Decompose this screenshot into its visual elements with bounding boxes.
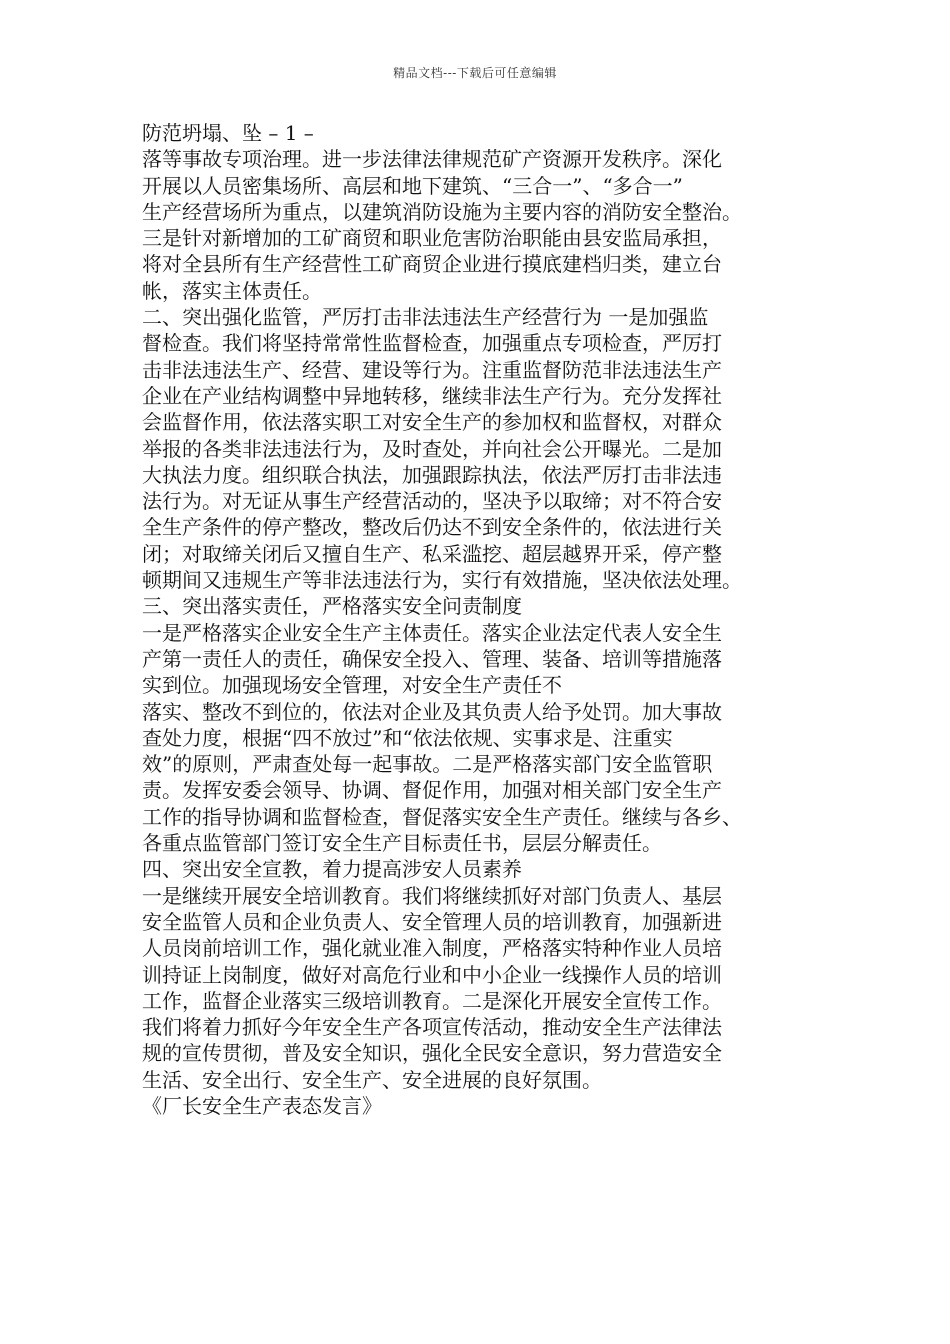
- text-line: 击非法违法生产、经营、建设等行为。注重监督防范非法违法生产: [142, 357, 722, 382]
- text-line: 企业在产业结构调整中异地转移，继续非法生产行为。充分发挥社: [142, 383, 722, 408]
- text-line: 会监督作用，依法落实职工对安全生产的参加权和监督权，对群众: [142, 410, 722, 435]
- text-line: 各重点监管部门签订安全生产目标责任书，层层分解责任。: [142, 831, 662, 856]
- text-line: 落等事故专项治理。进一步法律法律规范矿产资源开发秩序。深化: [142, 147, 722, 172]
- text-line: 查处力度，根据“四不放过”和“依法依规、实事求是、注重实: [142, 725, 673, 750]
- text-line: 人员岗前培训工作，强化就业准入制度，严格落实特种作业人员培: [142, 936, 722, 961]
- document-body: [142, 120, 812, 1119]
- text-line: 规的宣传贯彻，普及安全知识，强化全民安全意识，努力营造安全: [142, 1041, 722, 1066]
- text-line: 督检查。我们将坚持常常性监督检查，加强重点专项检查，严厉打: [142, 331, 722, 356]
- text-line: 实到位。加强现场安全管理，对安全生产责任不: [142, 673, 562, 698]
- text-line: 安全监管人员和企业负责人、安全管理人员的培训教育，加强新进: [142, 909, 722, 934]
- section-heading: 二、突出强化监管，严厉打击非法违法生产经营行为 一是加强监: [142, 305, 709, 330]
- text-line: 将对全县所有生产经营性工矿商贸企业进行摸底建档归类，建立台: [142, 252, 722, 277]
- text-line: 生活、安全出行、安全生产、安全进展的良好氛围。: [142, 1067, 602, 1092]
- text-line: 责。发挥安委会领导、协调、督促作用，加强对相关部门安全生产: [142, 778, 722, 803]
- text-line: 生产经营场所为重点，以建筑消防设施为主要内容的消防安全整治。: [142, 199, 742, 224]
- text-line: 我们将着力抓好今年安全生产各项宣传活动，推动安全生产法律法: [142, 1015, 722, 1040]
- text-line: 大执法力度。组织联合执法，加强跟踪执法，依法严厉打击非法违: [142, 462, 722, 487]
- text-line: 落实、整改不到位的，依法对企业及其负责人给予处罚。加大事故: [142, 699, 722, 724]
- document-title-reference: 《厂长安全生产表态发言》: [142, 1093, 382, 1118]
- text-line: 顿期间又违规生产等非法违法行为，实行有效措施，坚决依法处理。: [142, 568, 742, 593]
- text-line: 法行为。对无证从事生产经营活动的，坚决予以取缔；对不符合安: [142, 489, 722, 514]
- text-line: 开展以人员密集场所、高层和地下建筑、“三合一”、“多合一”: [142, 173, 683, 198]
- text-line: 产第一责任人的责任，确保安全投入、管理、装备、培训等措施落: [142, 646, 722, 671]
- text-line: 闭；对取缔关闭后又擅自生产、私采滥挖、超层越界开采，停产整: [142, 541, 722, 566]
- text-line: 效”的原则，严肃查处每一起事故。二是严格落实部门安全监管职: [142, 752, 713, 777]
- text-line: 一是继续开展安全培训教育。我们将继续抓好对部门负责人、基层: [142, 883, 722, 908]
- text-line: 举报的各类非法违法行为，及时查处，并向社会公开曝光。二是加: [142, 436, 722, 461]
- page-header: 精品文档---下载后可任意编辑: [393, 66, 557, 80]
- text-line: 防范坍塌、坠 – 1 –: [142, 121, 314, 145]
- text-line: 工作，监督企业落实三级培训教育。二是深化开展安全宣传工作。: [142, 988, 722, 1013]
- text-line: 训持证上岗制度，做好对高危行业和中小企业一线操作人员的培训: [142, 962, 722, 987]
- text-line: 工作的指导协调和监督检查，督促落实安全生产责任。继续与各乡、: [142, 804, 742, 829]
- text-line: 三是针对新增加的工矿商贸和职业危害防治职能由县安监局承担，: [142, 226, 722, 251]
- text-line: 全生产条件的停产整改，整改后仍达不到安全条件的，依法进行关: [142, 515, 722, 540]
- text-line: 帐，落实主体责任。: [142, 278, 322, 303]
- text-line: 一是严格落实企业安全生产主体责任。落实企业法定代表人安全生: [142, 620, 722, 645]
- section-heading: 四、突出安全宣教，着力提高涉安人员素养: [142, 857, 522, 882]
- section-heading: 三、突出落实责任，严格落实安全问责制度: [142, 594, 522, 619]
